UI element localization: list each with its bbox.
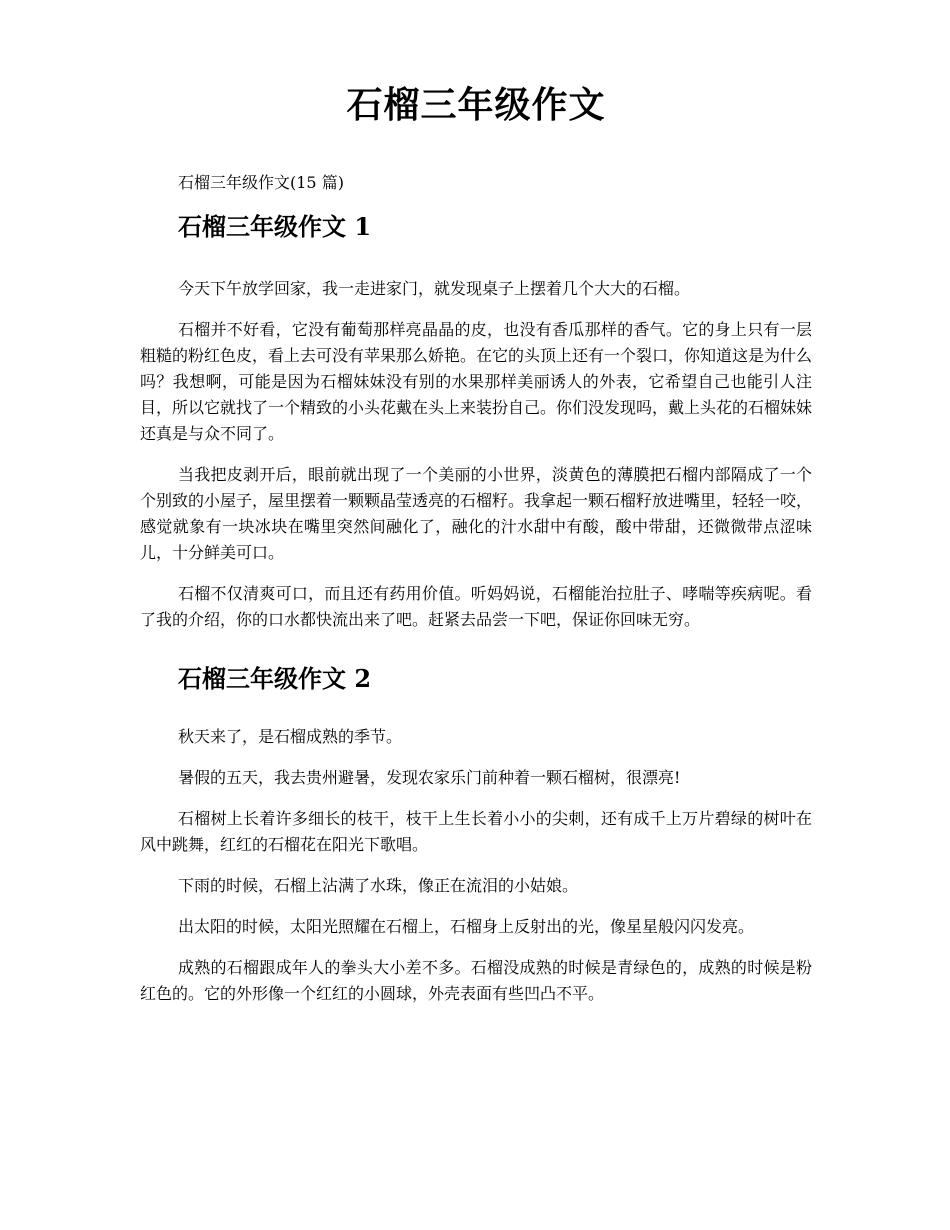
section-heading: 石榴三年级作文 1: [178, 212, 372, 241]
paragraph: 石榴并不好看，它没有葡萄那样亮晶晶的皮，也没有香瓜那样的香气。它的身上只有一层粗糙的粉红色皮，看上去可没有苹果那么娇艳。在它的头顶上还有一个裂口，你知道这是为什么吗？我想啊，可能是因为石榴妹妹没有别的水果那样美丽诱人的外表，它希望自己也能引人注目，所以它就找了一个精致的小头花戴在头上来装扮自己。你们没发现吗，戴上头花的石榴妹妹还真是与众不同了。: [140, 320, 813, 443]
paragraph: 今天下午放学回家，我一走进家门，就发现桌子上摆着几个大大的石榴。: [178, 279, 691, 298]
essay-section-1: [140, 210, 812, 648]
paragraph: 出太阳的时候，太阳光照耀在石榴上，石榴身上反射出的光，像星星般闪闪发亮。: [178, 917, 755, 936]
paragraph: 下雨的时候，石榴上沾满了水珠，像正在流泪的小姑娘。: [178, 876, 579, 895]
essay-section-2: [140, 662, 812, 1022]
paragraph: 当我把皮剥开后，眼前就出现了一个美丽的小世界，淡黄色的薄膜把石榴内部隔成了一个个别致的小屋子，屋里摆着一颗颗晶莹透亮的石榴籽。我拿起一颗石榴籽放进嘴里，轻轻一咬，感觉就象有一块冰块在嘴里突然间融化了，融化的汁水甜中有酸，酸中带甜，还微微带点涩味儿，十分鲜美可口。: [140, 465, 813, 562]
paragraph: 暑假的五天，我去贵州避暑，发现农家乐门前种着一颗石榴树，很漂亮!: [178, 768, 681, 787]
document-title: 石榴三年级作文: [346, 84, 606, 126]
paragraph: 秋天来了，是石榴成熟的季节。: [178, 727, 403, 746]
document-subtitle: 石榴三年级作文(15 篇): [178, 173, 344, 192]
paragraph: 成熟的石榴跟成年人的拳头大小差不多。石榴没成熟的时候是青绿色的，成熟的时候是粉红色的。它的外形像一个红红的小圆球，外壳表面有些凹凸不平。: [140, 958, 812, 1003]
paragraph: 石榴不仅清爽可口，而且还有药用价值。听妈妈说，石榴能治拉肚子、哮喘等疾病呢。看了我的介绍，你的口水都快流出来了吧。赶紧去品尝一下吧，保证你回味无穷。: [140, 584, 812, 629]
section-heading: 石榴三年级作文 2: [178, 664, 372, 693]
paragraph: 石榴树上长着许多细长的枝干，枝干上生长着小小的尖刺，还有成千上万片碧绿的树叶在风中跳舞，红红的石榴花在阳光下歌唱。: [140, 809, 812, 854]
